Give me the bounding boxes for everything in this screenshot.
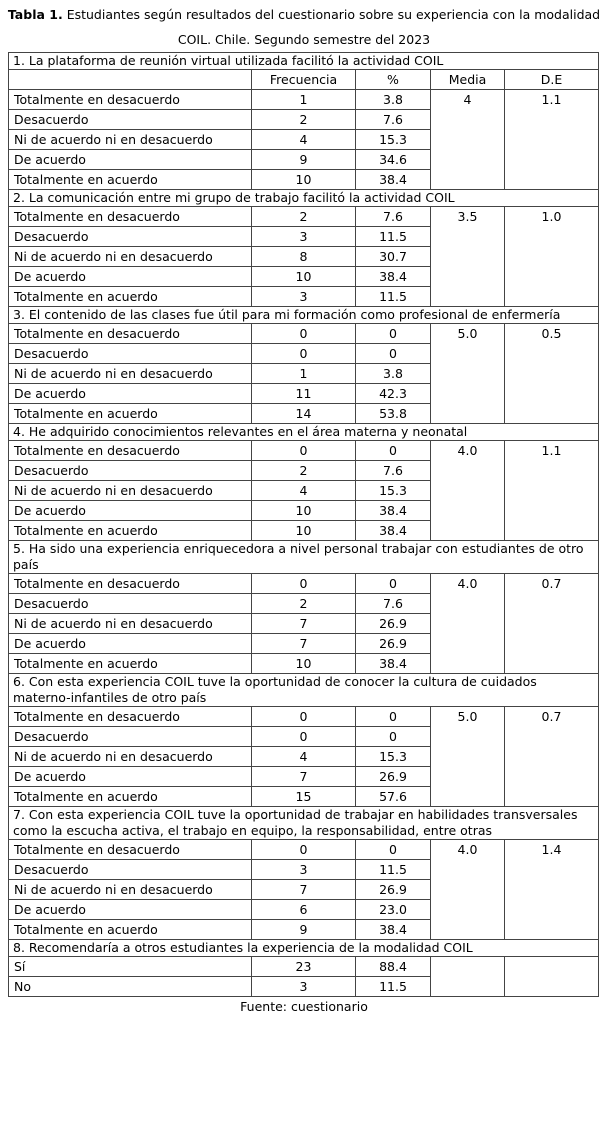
frequency-cell: 0 — [252, 441, 356, 461]
table-caption — [4, 0, 604, 52]
percent-cell: 11.5 — [356, 287, 431, 307]
percent-cell: 88.4 — [356, 957, 431, 977]
frequency-cell: 4 — [252, 130, 356, 150]
frequency-cell: 15 — [252, 787, 356, 807]
percent-cell: 11.5 — [356, 860, 431, 880]
percent-cell: 0 — [356, 344, 431, 364]
percent-cell: 15.3 — [356, 747, 431, 767]
frequency-cell: 9 — [252, 920, 356, 940]
question-title: 3. El contenido de las clases fue útil para mi formación como profesional de enfermería — [9, 307, 599, 324]
response-label: Sí — [9, 957, 252, 977]
response-label: Ni de acuerdo ni en desacuerdo — [9, 364, 252, 384]
response-label: De acuerdo — [9, 267, 252, 287]
response-label: Totalmente en acuerdo — [9, 287, 252, 307]
response-label: Ni de acuerdo ni en desacuerdo — [9, 747, 252, 767]
percent-cell: 15.3 — [356, 130, 431, 150]
percent-cell: 30.7 — [356, 247, 431, 267]
response-label: De acuerdo — [9, 767, 252, 787]
frequency-cell: 4 — [252, 747, 356, 767]
question-title: 7. Con esta experiencia COIL tuve la oportunidad de trabajar en habilidades transversales como la escucha activa, el trabajo en equipo, la responsabilidad, entre otras — [9, 807, 599, 840]
frequency-cell: 10 — [252, 521, 356, 541]
percent-cell: 7.6 — [356, 461, 431, 481]
response-label: Ni de acuerdo ni en desacuerdo — [9, 614, 252, 634]
frequency-cell: 4 — [252, 481, 356, 501]
de-cell: 0.7 — [505, 574, 599, 674]
frequency-cell: 11 — [252, 384, 356, 404]
table-row — [9, 441, 599, 461]
de-cell: 1.1 — [505, 90, 599, 190]
percent-cell: 0 — [356, 574, 431, 594]
question-row — [9, 940, 599, 957]
frequency-cell: 10 — [252, 501, 356, 521]
frequency-cell: 1 — [252, 90, 356, 110]
response-label: No — [9, 977, 252, 997]
response-label: Totalmente en desacuerdo — [9, 840, 252, 860]
response-label: Desacuerdo — [9, 110, 252, 130]
percent-cell: 0 — [356, 707, 431, 727]
header-media: Media — [431, 70, 505, 90]
header-frecuencia: Frecuencia — [252, 70, 356, 90]
response-label: Totalmente en acuerdo — [9, 787, 252, 807]
frequency-cell: 0 — [252, 707, 356, 727]
percent-cell: 38.4 — [356, 521, 431, 541]
response-label: Ni de acuerdo ni en desacuerdo — [9, 247, 252, 267]
frequency-cell: 3 — [252, 287, 356, 307]
frequency-cell: 8 — [252, 247, 356, 267]
header-de: D.E — [505, 70, 599, 90]
response-label: Desacuerdo — [9, 227, 252, 247]
question-title: 8. Recomendaría a otros estudiantes la experiencia de la modalidad COIL — [9, 940, 599, 957]
question-row — [9, 190, 599, 207]
frequency-cell: 2 — [252, 110, 356, 130]
response-label: Ni de acuerdo ni en desacuerdo — [9, 130, 252, 150]
response-label: Totalmente en desacuerdo — [9, 707, 252, 727]
question-title: 6. Con esta experiencia COIL tuve la oportunidad de conocer la cultura de cuidados materno-infantiles de otro país — [9, 674, 599, 707]
frequency-cell: 0 — [252, 727, 356, 747]
percent-cell: 11.5 — [356, 227, 431, 247]
response-label: De acuerdo — [9, 150, 252, 170]
de-cell: 1.4 — [505, 840, 599, 940]
frequency-cell: 10 — [252, 170, 356, 190]
question-title: 1. La plataforma de reunión virtual utilizada facilitó la actividad COIL — [9, 53, 599, 70]
percent-cell: 7.6 — [356, 110, 431, 130]
response-label: Totalmente en acuerdo — [9, 521, 252, 541]
de-cell: 0.7 — [505, 707, 599, 807]
response-label: Totalmente en acuerdo — [9, 654, 252, 674]
frequency-cell: 7 — [252, 880, 356, 900]
frequency-cell: 2 — [252, 461, 356, 481]
media-cell: 4.0 — [431, 441, 505, 541]
caption-label: Tabla 1. — [7, 7, 63, 22]
question-row — [9, 424, 599, 441]
frequency-cell: 1 — [252, 364, 356, 384]
question-row — [9, 674, 599, 707]
percent-cell: 38.4 — [356, 170, 431, 190]
media-cell: 4.0 — [431, 840, 505, 940]
percent-cell: 38.4 — [356, 920, 431, 940]
frequency-cell: 3 — [252, 227, 356, 247]
frequency-cell: 0 — [252, 344, 356, 364]
header-blank — [9, 70, 252, 90]
response-label: Totalmente en desacuerdo — [9, 441, 252, 461]
table-row — [9, 574, 599, 594]
table-row — [9, 207, 599, 227]
percent-cell: 0 — [356, 727, 431, 747]
response-label: Ni de acuerdo ni en desacuerdo — [9, 880, 252, 900]
percent-cell: 26.9 — [356, 614, 431, 634]
response-label: De acuerdo — [9, 501, 252, 521]
question-row — [9, 307, 599, 324]
frequency-cell: 3 — [252, 860, 356, 880]
media-cell: 3.5 — [431, 207, 505, 307]
frequency-cell: 3 — [252, 977, 356, 997]
response-label: De acuerdo — [9, 900, 252, 920]
response-label: Totalmente en desacuerdo — [9, 207, 252, 227]
percent-cell: 53.8 — [356, 404, 431, 424]
response-label: Ni de acuerdo ni en desacuerdo — [9, 481, 252, 501]
de-cell — [505, 957, 599, 997]
frequency-cell: 10 — [252, 267, 356, 287]
response-label: Totalmente en acuerdo — [9, 920, 252, 940]
percent-cell: 26.9 — [356, 767, 431, 787]
percent-cell: 26.9 — [356, 634, 431, 654]
table-row — [9, 324, 599, 344]
percent-cell: 3.8 — [356, 364, 431, 384]
frequency-cell: 6 — [252, 900, 356, 920]
table-row — [9, 957, 599, 977]
de-cell: 1.1 — [505, 441, 599, 541]
percent-cell: 38.4 — [356, 501, 431, 521]
results-table — [8, 52, 599, 997]
response-label: De acuerdo — [9, 634, 252, 654]
percent-cell: 3.8 — [356, 90, 431, 110]
response-label: Totalmente en desacuerdo — [9, 574, 252, 594]
frequency-cell: 23 — [252, 957, 356, 977]
de-cell: 1.0 — [505, 207, 599, 307]
percent-cell: 11.5 — [356, 977, 431, 997]
percent-cell: 7.6 — [356, 207, 431, 227]
percent-cell: 15.3 — [356, 481, 431, 501]
percent-cell: 23.0 — [356, 900, 431, 920]
frequency-cell: 7 — [252, 634, 356, 654]
response-label: De acuerdo — [9, 384, 252, 404]
question-row — [9, 541, 599, 574]
percent-cell: 57.6 — [356, 787, 431, 807]
response-label: Desacuerdo — [9, 727, 252, 747]
percent-cell: 0 — [356, 840, 431, 860]
media-cell: 4.0 — [431, 574, 505, 674]
media-cell: 5.0 — [431, 707, 505, 807]
percent-cell: 0 — [356, 324, 431, 344]
frequency-cell: 0 — [252, 840, 356, 860]
table-row — [9, 840, 599, 860]
question-title: 4. He adquirido conocimientos relevantes en el área materna y neonatal — [9, 424, 599, 441]
frequency-cell: 0 — [252, 324, 356, 344]
table-row — [9, 707, 599, 727]
frequency-cell: 9 — [252, 150, 356, 170]
question-title: 2. La comunicación entre mi grupo de trabajo facilitó la actividad COIL — [9, 190, 599, 207]
response-label: Desacuerdo — [9, 344, 252, 364]
percent-cell: 34.6 — [356, 150, 431, 170]
percent-cell: 0 — [356, 441, 431, 461]
response-label: Totalmente en acuerdo — [9, 404, 252, 424]
media-cell — [431, 957, 505, 997]
percent-cell: 7.6 — [356, 594, 431, 614]
response-label: Desacuerdo — [9, 594, 252, 614]
response-label: Totalmente en acuerdo — [9, 170, 252, 190]
response-label: Desacuerdo — [9, 860, 252, 880]
caption-text: Estudiantes según resultados del cuestionario sobre su experiencia con la modalidad COIL. Chile. Segundo semestre del 2023 — [66, 7, 601, 47]
response-label: Desacuerdo — [9, 461, 252, 481]
frequency-cell: 14 — [252, 404, 356, 424]
percent-cell: 26.9 — [356, 880, 431, 900]
de-cell: 0.5 — [505, 324, 599, 424]
percent-cell: 38.4 — [356, 267, 431, 287]
percent-cell: 38.4 — [356, 654, 431, 674]
response-label: Totalmente en desacuerdo — [9, 90, 252, 110]
question-row — [9, 807, 599, 840]
table-footer: Fuente: cuestionario — [240, 999, 368, 1014]
frequency-cell: 2 — [252, 594, 356, 614]
header-row — [9, 70, 599, 90]
question-row — [9, 53, 599, 70]
frequency-cell: 10 — [252, 654, 356, 674]
frequency-cell: 7 — [252, 614, 356, 634]
header-percent: % — [356, 70, 431, 90]
percent-cell: 42.3 — [356, 384, 431, 404]
table-row — [9, 90, 599, 110]
frequency-cell: 2 — [252, 207, 356, 227]
frequency-cell: 0 — [252, 574, 356, 594]
response-label: Totalmente en desacuerdo — [9, 324, 252, 344]
frequency-cell: 7 — [252, 767, 356, 787]
media-cell: 5.0 — [431, 324, 505, 424]
media-cell: 4 — [431, 90, 505, 190]
question-title: 5. Ha sido una experiencia enriquecedora a nivel personal trabajar con estudiantes de otro país — [9, 541, 599, 574]
